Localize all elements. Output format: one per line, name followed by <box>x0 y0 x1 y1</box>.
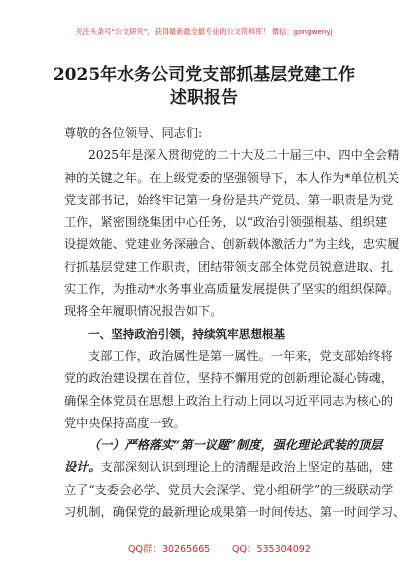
paragraph-line: 党支部书记，始终牢记第一身份是共产党员、第一职责是为党 <box>64 192 394 207</box>
paragraph-line: 设提效能、党建业务深融合、创新载体激活力”为主线，忠实履 <box>64 237 400 252</box>
promo-banner: 关注头条号“公文研究”，获得最新最全最专业的公文资料库！ 微信：gongwenyj <box>75 27 333 36</box>
paragraph-line: 神的关键之年。在上级党委的坚强领导下，本人作为*单位机关 <box>64 170 400 185</box>
paragraph-line: 立了“支委会必学、党员大会深学、党小组研学”的三级联动学 <box>64 482 394 497</box>
document-title-line-1: 2025年水务公司党支部抓基层党建工作 <box>52 65 356 85</box>
section-heading: 一、坚持政治引领，持续筑牢思想根基 <box>88 326 286 341</box>
paragraph-line: 现将全年履职情况报告如下。 <box>64 304 223 319</box>
subsection-heading-tail: 设计。 <box>64 460 101 475</box>
salutation: 尊敬的各位领导、同志们: <box>64 126 203 140</box>
paragraph-line: 支部工作，政治属性是第一属性。一年来，党支部始终将 <box>88 348 393 363</box>
paragraph-line <box>64 456 394 478</box>
paragraph-line: 习机制，确保党的最新理论成果第一时间传达、第一时间学习、 <box>64 505 406 520</box>
paragraph-line: 2025年是深入贯彻党的二十大及二十届三中、四中全会精 <box>88 148 400 163</box>
document-title-line-2: 述职报告 <box>170 88 238 108</box>
paragraph-line: 工作，紧密围绕集团中心任务，以“政治引领强根基、组织建 <box>64 215 388 230</box>
subsection-heading: （一）严格落实“第一议题”制度，强化理论武装的顶层 <box>88 438 383 453</box>
paragraph-line: 党的政治建设摆在首位，坚持不懈用党的创新理论凝心铸魂， <box>64 371 394 386</box>
paragraph-line: 实工作，为推动*水务事业高质量发展提供了坚实的组织保障。 <box>64 282 400 297</box>
paragraph-text: 支部深刻认识到理论上的清醒是政治上坚定的基础，建 <box>100 460 394 475</box>
document-body <box>64 122 406 523</box>
paragraph-line: 党中央保持高度一致。 <box>64 415 186 430</box>
footer-qq-group: QQ群：30265665 <box>128 544 211 555</box>
paragraph-line: 确保全体党员在思想上政治上行动上同以习近平同志为核心的 <box>64 393 394 408</box>
footer-qq-contact: QQ：535304092 <box>232 544 311 555</box>
paragraph-line: 行抓基层党建工作职责，团结带领支部全体党员锐意进取、扎 <box>64 259 394 274</box>
